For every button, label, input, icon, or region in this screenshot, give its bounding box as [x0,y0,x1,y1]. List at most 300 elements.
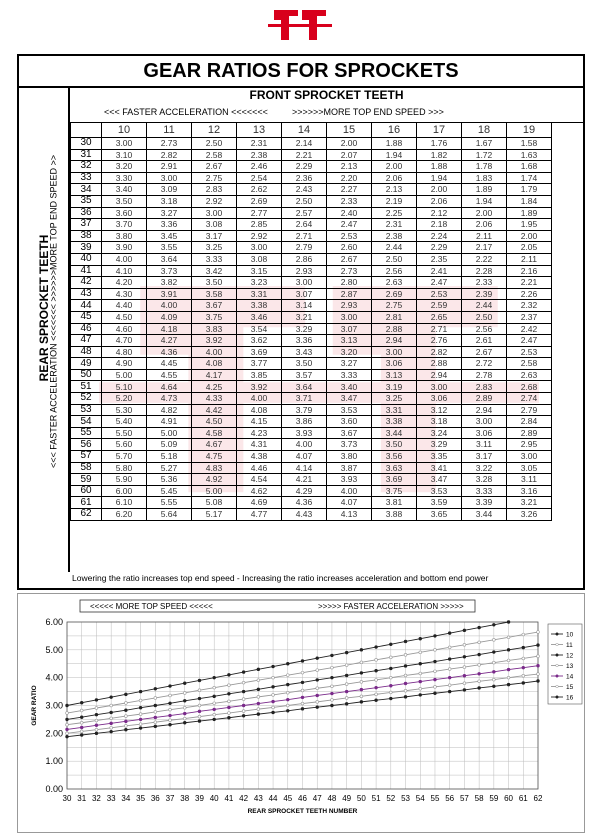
table-row [71,369,552,381]
x-tick-label: 41 [224,794,234,803]
rear-teeth-label: 38 [71,230,102,242]
rear-teeth-label: 50 [71,369,102,381]
data-point [154,704,157,707]
ratio-cell: 3.00 [282,277,327,289]
ratio-cell: 3.88 [372,509,417,521]
x-tick-label: 59 [489,794,499,803]
ratio-cell: 1.88 [372,138,417,150]
data-point [448,632,451,635]
data-point [242,681,245,684]
x-tick-label: 55 [430,794,440,803]
data-point [375,693,378,696]
ratio-cell: 3.21 [282,311,327,323]
ratio-cell: 3.40 [327,381,372,393]
rear-teeth-label: 46 [71,323,102,335]
ratio-cell: 3.57 [282,369,327,381]
ratio-cell: 4.70 [102,335,147,347]
ratio-cell: 2.11 [507,253,552,265]
data-point [139,713,142,716]
data-point [154,697,157,700]
data-point [448,690,451,693]
ratio-cell: 3.08 [192,219,237,231]
ratio-cell: 3.17 [192,230,237,242]
data-point [139,690,142,693]
legend-marker [556,654,559,657]
ratio-cell: 3.93 [327,474,372,486]
data-point [80,730,83,733]
ratio-cell: 2.88 [417,358,462,370]
ratio-cell: 2.27 [327,184,372,196]
ratio-cell: 3.00 [417,381,462,393]
legend-marker [556,633,559,636]
data-point [228,716,231,719]
ratio-cell: 3.12 [417,404,462,416]
table-corner [71,123,102,138]
table-row [71,474,552,486]
rear-teeth-label: 41 [71,265,102,277]
data-point [345,690,348,693]
ratio-cell: 3.92 [237,381,282,393]
data-point [242,704,245,707]
ratio-cell: 2.36 [282,172,327,184]
data-point [331,704,334,707]
data-point [404,653,407,656]
ratio-cell: 2.54 [237,172,282,184]
data-point [404,674,407,677]
data-point [316,669,319,672]
front-teeth-header: 14 [282,123,327,138]
ratio-cell: 4.08 [237,404,282,416]
data-point [434,678,437,681]
data-point [375,646,378,649]
data-point [419,694,422,697]
data-point [110,696,113,699]
table-row [71,149,552,161]
ratio-cell: 1.68 [507,161,552,173]
ratio-cell: 3.00 [327,311,372,323]
ratio-cell: 2.50 [282,195,327,207]
ratio-cell: 3.50 [102,195,147,207]
ratio-cell: 1.84 [507,195,552,207]
table-row [71,381,552,393]
ratio-cell: 3.22 [462,462,507,474]
x-tick-label: 54 [415,794,425,803]
rear-teeth-label: 55 [71,427,102,439]
ratio-cell: 1.74 [507,172,552,184]
table-row [71,172,552,184]
data-point [66,732,69,735]
x-tick-label: 35 [136,794,146,803]
ratio-cell: 3.24 [417,427,462,439]
ratio-cell: 2.56 [372,265,417,277]
ratio-cell: 4.75 [192,451,237,463]
ratio-cell: 1.89 [462,184,507,196]
table-row [71,207,552,219]
ratio-cell: 5.18 [147,451,192,463]
chart-panel [17,593,585,833]
table-row [71,427,552,439]
ratio-cell: 5.60 [102,439,147,451]
ratio-cell: 3.14 [282,300,327,312]
table-row [71,346,552,358]
ratio-cell: 2.80 [327,277,372,289]
ratio-cell: 3.06 [372,358,417,370]
ratio-cell: 2.16 [507,265,552,277]
ratio-cell: 2.13 [327,161,372,173]
data-point [463,629,466,632]
ratio-cell: 2.50 [192,138,237,150]
ratio-cell: 3.67 [192,300,237,312]
data-point [434,670,437,673]
data-point [95,728,98,731]
ratio-cell: 3.10 [102,149,147,161]
x-tick-label: 57 [459,794,469,803]
ratio-cell: 2.24 [417,230,462,242]
data-point [124,693,127,696]
ratio-cell: 4.00 [327,485,372,497]
data-point [198,720,201,723]
rear-teeth-label: 58 [71,462,102,474]
ratio-cell: 2.74 [507,393,552,405]
data-point [316,706,319,709]
ratio-cell: 2.60 [327,242,372,254]
ratio-cell: 3.63 [372,462,417,474]
data-point [183,692,186,695]
ratio-cell: 2.12 [417,207,462,219]
data-point [522,657,525,660]
data-point [434,692,437,695]
data-point [478,680,481,683]
data-point [537,655,540,658]
ratio-cell: 3.38 [372,416,417,428]
gear-ratio-table [70,122,552,521]
ratio-cell: 2.38 [237,149,282,161]
x-tick-label: 53 [401,794,410,803]
data-point [419,672,422,675]
page-title: GEAR RATIOS FOR SPROCKETS [19,56,583,88]
data-point [316,694,319,697]
ratio-cell: 3.62 [237,335,282,347]
data-point [257,668,260,671]
data-point [345,683,348,686]
data-point [389,667,392,670]
ratio-cell: 3.00 [372,346,417,358]
data-point [183,706,186,709]
data-point [139,718,142,721]
data-point [360,688,363,691]
x-tick-label: 61 [518,794,528,803]
rear-teeth-label: 54 [71,416,102,428]
ratio-cell: 3.60 [102,207,147,219]
data-point [286,691,289,694]
data-point [478,653,481,656]
data-point [213,676,216,679]
data-point [169,685,172,688]
ratio-cell: 3.20 [327,346,372,358]
rear-teeth-label: 49 [71,358,102,370]
ratio-cell: 2.85 [237,219,282,231]
data-point [345,664,348,667]
data-point [331,692,334,695]
ratio-cell: 3.69 [372,474,417,486]
ratio-cell: 2.95 [507,439,552,451]
data-point [80,734,83,737]
ratio-cell: 2.07 [327,149,372,161]
data-point [419,687,422,690]
ratio-cell: 2.84 [507,416,552,428]
data-point [389,643,392,646]
data-point [242,714,245,717]
x-tick-label: 33 [106,794,116,803]
data-point [95,707,98,710]
data-point [448,684,451,687]
ratio-cell: 4.36 [282,497,327,509]
ratio-cell: 3.33 [192,253,237,265]
ratio-cell: 2.92 [192,195,237,207]
data-point [522,666,525,669]
ratio-cell: 2.71 [417,323,462,335]
ratio-cell: 4.43 [282,509,327,521]
data-point [272,676,275,679]
data-point [537,680,540,683]
ratio-cell: 2.37 [507,311,552,323]
data-point [80,716,83,719]
ratio-cell: 1.76 [417,138,462,150]
ratio-cell: 2.58 [507,358,552,370]
x-tick-label: 49 [342,794,352,803]
ratio-cell: 4.36 [147,346,192,358]
footer-note: Lowering the ratio increases top end speed - Increasing the ratio increases acceleration and bottom end power [72,573,489,583]
data-point [286,709,289,712]
data-point [492,685,495,688]
data-point [66,718,69,721]
data-point [242,690,245,693]
ratio-cell: 2.20 [327,172,372,184]
data-point [331,685,334,688]
data-point [478,641,481,644]
data-point [272,700,275,703]
ratio-cell: 6.00 [102,485,147,497]
ratio-cell: 2.83 [192,184,237,196]
ratio-cell: 2.05 [507,242,552,254]
x-tick-label: 30 [62,794,72,803]
ratio-cell: 2.21 [507,277,552,289]
ratio-cell: 4.64 [147,381,192,393]
ratio-cell: 2.87 [327,288,372,300]
rear-teeth-label: 30 [71,138,102,150]
x-tick-label: 34 [121,794,131,803]
ratio-cell: 3.87 [327,462,372,474]
ratio-cell: 4.31 [237,439,282,451]
data-point [154,687,157,690]
ratio-cell: 2.18 [417,219,462,231]
ratio-cell: 4.67 [192,439,237,451]
ratio-cell: 2.13 [372,184,417,196]
data-point [492,678,495,681]
data-point [463,643,466,646]
ratio-cell: 4.09 [147,311,192,323]
ratio-cell: 3.29 [282,323,327,335]
data-point [66,728,69,731]
ratio-cell: 4.07 [327,497,372,509]
data-point [507,621,510,624]
gear-ratio-table-frame [17,54,585,590]
data-point [154,721,157,724]
ratio-cell: 2.44 [462,300,507,312]
front-teeth-header: 11 [147,123,192,138]
front-teeth-header: 10 [102,123,147,138]
data-point [286,674,289,677]
ratio-cell: 5.36 [147,474,192,486]
rear-sprocket-column [19,86,70,572]
x-tick-label: 56 [445,794,455,803]
ratio-cell: 2.31 [372,219,417,231]
data-point [463,655,466,658]
ratio-cell: 3.15 [237,265,282,277]
rear-teeth-label: 57 [71,451,102,463]
rear-teeth-label: 35 [71,195,102,207]
ratio-cell: 2.59 [417,300,462,312]
data-point [139,727,142,730]
ratio-cell: 3.77 [237,358,282,370]
data-point [110,726,113,729]
ratio-cell: 1.94 [462,195,507,207]
legend-label: 10 [566,631,574,639]
ratio-cell: 3.31 [237,288,282,300]
data-point [95,713,98,716]
data-point [404,689,407,692]
data-point [360,680,363,683]
x-tick-label: 40 [209,794,219,803]
data-point [404,695,407,698]
ratio-cell: 4.58 [192,427,237,439]
ratio-cell: 6.10 [102,497,147,509]
data-point [478,672,481,675]
ratio-cell: 5.30 [102,404,147,416]
ratio-cell: 4.00 [282,439,327,451]
ratio-cell: 5.50 [102,427,147,439]
ratio-cell: 4.77 [237,509,282,521]
data-point [80,701,83,704]
data-point [522,633,525,636]
data-point [316,657,319,660]
data-point [213,718,216,721]
ratio-cell: 2.64 [282,219,327,231]
data-point [242,698,245,701]
table-row [71,485,552,497]
data-point [124,720,127,723]
data-point [301,707,304,710]
ratio-cell: 2.93 [327,300,372,312]
rear-teeth-label: 59 [71,474,102,486]
data-point [389,676,392,679]
front-teeth-header: 19 [507,123,552,138]
data-point [375,686,378,689]
ratio-cell: 2.63 [507,369,552,381]
data-point [537,673,540,676]
data-point [419,637,422,640]
data-point [257,679,260,682]
ratio-cell: 1.79 [507,184,552,196]
data-point [198,710,201,713]
data-point [257,702,260,705]
table-row [71,230,552,242]
data-point [198,704,201,707]
data-point [316,678,319,681]
ratio-cell: 3.75 [192,311,237,323]
data-point [80,726,83,729]
ratio-cell: 3.73 [147,265,192,277]
ratio-cell: 3.50 [372,439,417,451]
legend-box [548,624,582,704]
ratio-cell: 3.36 [147,219,192,231]
x-tick-label: 45 [283,794,293,803]
ratio-cell: 1.89 [507,207,552,219]
ratio-cell: 2.06 [372,172,417,184]
ratio-cell: 4.20 [102,277,147,289]
ratio-cell: 3.58 [192,288,237,300]
ratio-cell: 2.53 [507,346,552,358]
ratio-cell: 4.60 [102,323,147,335]
ratio-cell: 1.95 [507,219,552,231]
x-tick-label: 38 [180,794,190,803]
ratio-cell: 2.11 [462,230,507,242]
table-row [71,138,552,150]
ratio-cell: 4.15 [237,416,282,428]
ratio-cell: 2.61 [462,335,507,347]
ratio-cell: 2.31 [237,138,282,150]
ratio-cell: 3.33 [327,369,372,381]
data-point [228,712,231,715]
data-point [492,651,495,654]
chart-banner-right: >>>>> FASTER ACCELERATION >>>>> [318,602,464,611]
data-point [139,706,142,709]
ratio-cell: 4.55 [147,369,192,381]
rear-teeth-label: 43 [71,288,102,300]
ratio-cell: 2.32 [507,300,552,312]
table-row [71,393,552,405]
ratio-cell: 2.56 [462,323,507,335]
ratio-cell: 3.09 [147,184,192,196]
ratio-cell: 4.23 [237,427,282,439]
data-point [522,674,525,677]
ratio-cell: 3.53 [417,485,462,497]
ratio-cell: 2.53 [417,288,462,300]
ratio-cell: 1.88 [417,161,462,173]
x-tick-label: 42 [239,794,249,803]
ratio-cell: 1.67 [462,138,507,150]
ratio-cell: 3.90 [102,242,147,254]
ratio-cell: 2.47 [507,335,552,347]
data-point [389,697,392,700]
ratio-cell: 4.21 [282,474,327,486]
ratio-cell: 2.92 [237,230,282,242]
ratio-cell: 2.89 [462,393,507,405]
ratio-cell: 4.90 [102,358,147,370]
ratio-cell: 2.41 [417,265,462,277]
data-point [301,660,304,663]
rear-teeth-label: 60 [71,485,102,497]
ratio-cell: 2.50 [372,253,417,265]
x-tick-label: 32 [91,794,101,803]
data-point [404,665,407,668]
data-point [507,659,510,662]
ratio-cell: 3.19 [372,381,417,393]
ratio-cell: 2.93 [282,265,327,277]
data-point [124,728,127,731]
data-point [80,709,83,712]
ratio-cell: 2.29 [282,161,327,173]
